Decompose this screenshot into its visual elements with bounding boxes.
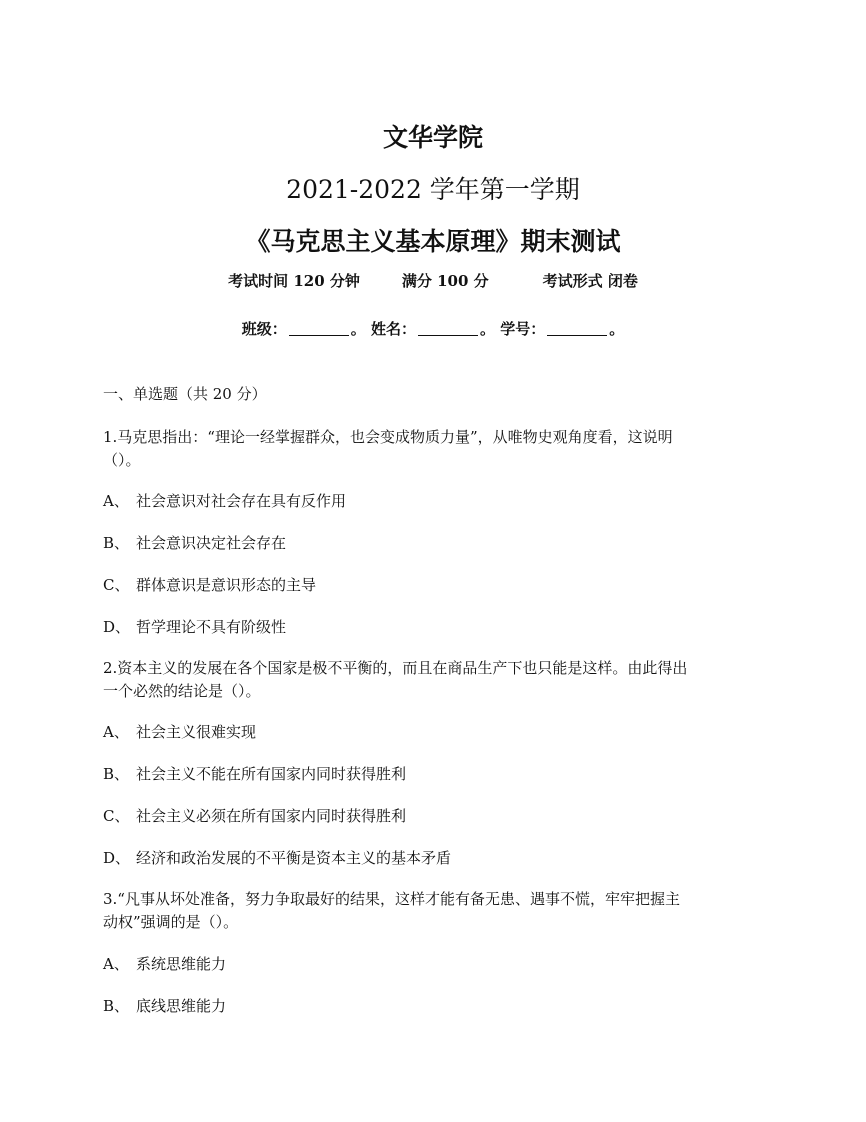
question-2-option-b[interactable]: [103, 764, 763, 785]
option-text: 经济和政治发展的不平衡是资本主义的基本矛盾: [136, 849, 452, 867]
school-name: 文华学院: [382, 123, 483, 152]
option-text: 社会主义很难实现: [136, 723, 257, 741]
question-2-stem-cont: 一个必然的结论是（）。: [103, 682, 261, 700]
option-letter: A、: [103, 955, 129, 973]
class-blank[interactable]: [289, 321, 349, 336]
question-2-option-d[interactable]: [103, 848, 763, 869]
option-letter: B、: [103, 765, 130, 783]
full-score: 满分 100 分: [401, 272, 489, 290]
question-1-stem: 1.马克思指出：“理论一经掌握群众，也会变成物质力量”，从唯物史观角度看，这说明: [103, 428, 673, 446]
term-title: 2021-2022 学年第一学期: [286, 175, 580, 204]
id-label: 学号：: [500, 320, 546, 338]
option-text: 社会意识决定社会存在: [136, 534, 287, 552]
name-label: 姓名：: [370, 320, 416, 338]
question-2-option-a[interactable]: [103, 722, 763, 743]
question-3-option-a[interactable]: [103, 954, 763, 975]
student-fields: [0, 318, 866, 339]
option-text: 群体意识是意识形态的主导: [136, 576, 317, 594]
section-title: 一、单选题（共 20 分）: [103, 385, 267, 403]
id-blank[interactable]: [547, 321, 607, 336]
option-text: 社会意识对社会存在具有反作用: [136, 492, 347, 510]
option-letter: C、: [103, 576, 130, 594]
option-text: 底线思维能力: [136, 997, 227, 1015]
question-1-option-c[interactable]: [103, 575, 763, 596]
id-period: 。: [609, 320, 625, 338]
class-period: 。: [350, 320, 366, 338]
option-letter: A、: [103, 492, 129, 510]
exam-title: 《马克思主义基本原理》期末测试: [245, 227, 621, 256]
question-2-option-c[interactable]: [103, 806, 763, 827]
question-2-stem: 2.资本主义的发展在各个国家是极不平衡的，而且在商品生产下也只能是这样。由此得出: [103, 659, 688, 677]
question-1-stem-cont: （）。: [103, 451, 141, 469]
option-letter: A、: [103, 723, 129, 741]
option-text: 社会主义必须在所有国家内同时获得胜利: [136, 807, 407, 825]
question-1-option-a[interactable]: [103, 491, 763, 512]
option-letter: B、: [103, 534, 130, 552]
option-text: 哲学理论不具有阶级性: [136, 618, 287, 636]
option-text: 系统思维能力: [136, 955, 227, 973]
question-3-option-b[interactable]: [103, 996, 763, 1017]
exam-info: [0, 270, 866, 291]
exam-form: 考试形式 闭卷: [542, 272, 638, 290]
question-1-option-d[interactable]: [103, 617, 763, 638]
question-3-stem-cont: 动权”强调的是（）。: [103, 913, 239, 931]
class-label: 班级：: [241, 320, 287, 338]
name-period: 。: [480, 320, 496, 338]
option-letter: D、: [103, 849, 131, 867]
option-letter: B、: [103, 997, 130, 1015]
option-text: 社会主义不能在所有国家内同时获得胜利: [136, 765, 407, 783]
question-1-option-b[interactable]: [103, 533, 763, 554]
option-letter: D、: [103, 618, 131, 636]
name-blank[interactable]: [418, 321, 478, 336]
option-letter: C、: [103, 807, 130, 825]
exam-time: 考试时间 120 分钟: [228, 272, 360, 290]
question-3-stem: 3.“凡事从坏处准备，努力争取最好的结果，这样才能有备无患、遇事不慌，牢牢把握主: [103, 890, 680, 908]
